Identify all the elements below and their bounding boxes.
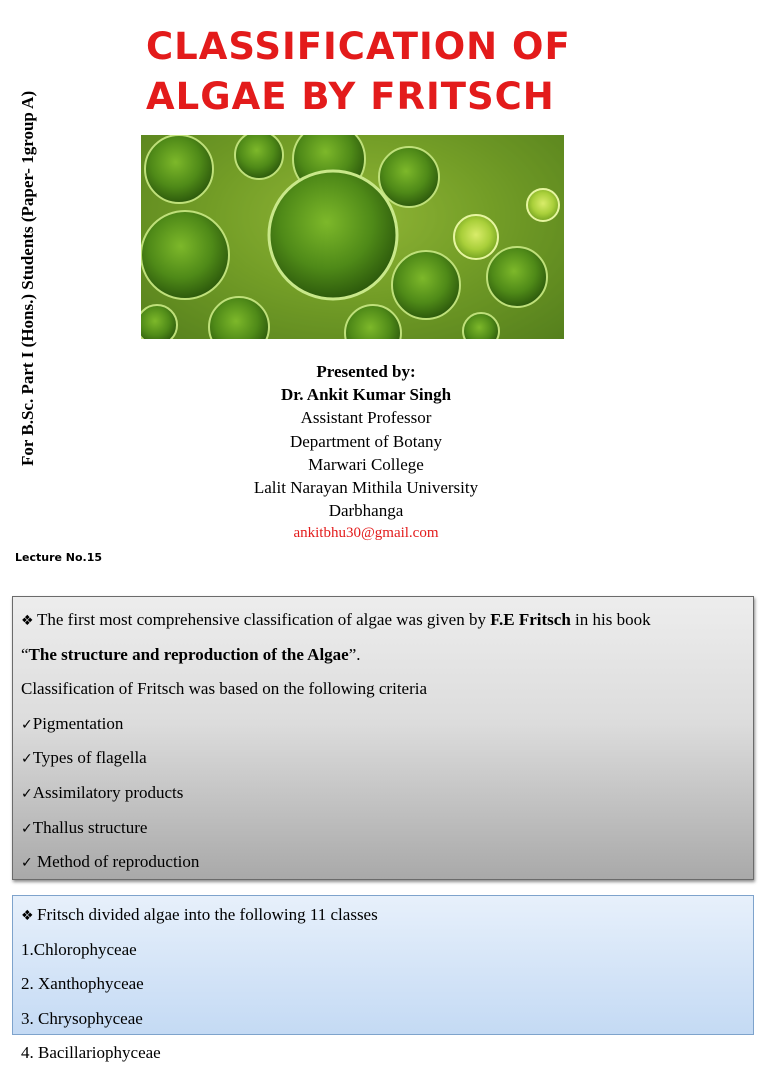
- class-item: 3. Chrysophyceae: [21, 1008, 143, 1028]
- presenter-heading: Presented by:: [316, 362, 416, 381]
- presenter-block: [166, 360, 566, 546]
- criteria-item: [21, 847, 745, 882]
- presenter-college: Marwari College: [308, 454, 424, 474]
- criteria-label: Types of flagella: [32, 748, 147, 768]
- diamond-bullet-icon: ❖: [21, 908, 34, 924]
- criteria-label: Thallus structure: [32, 817, 148, 837]
- classes-box: [12, 895, 754, 1062]
- book-title: The structure and reproduction of the Algae: [28, 644, 349, 664]
- intro-box: [12, 596, 754, 880]
- book-title-line: [21, 640, 745, 675]
- criteria-item: [21, 778, 745, 813]
- presenter-designation: Assistant Professor: [300, 408, 432, 428]
- criteria-label: Assimilatory products: [32, 782, 184, 802]
- page-title: [146, 22, 571, 122]
- criteria-label: Method of reproduction: [32, 852, 200, 872]
- check-mark-icon: ✓: [21, 785, 33, 802]
- check-mark-icon: ✓: [21, 716, 33, 733]
- criteria-item: [21, 813, 745, 848]
- check-mark-icon: ✓: [21, 855, 33, 872]
- check-mark-icon: ✓: [21, 751, 33, 768]
- presenter-university: Lalit Narayan Mithila University: [253, 478, 479, 498]
- side-caption: For B.Sc. Part I (Hons.) Students (Paper- 1group A): [18, 90, 37, 466]
- presenter-email: ankitbhu30@gmail.com: [293, 525, 439, 542]
- lecture-number: Lecture No.15: [15, 551, 103, 564]
- diamond-bullet-icon: ❖: [21, 613, 34, 629]
- author-name: F.E Fritsch: [490, 610, 571, 629]
- intro-line: [21, 605, 745, 640]
- check-mark-icon: ✓: [21, 820, 33, 837]
- presenter-name: Dr. Ankit Kumar Singh: [280, 385, 452, 405]
- criteria-item: [21, 743, 745, 778]
- title-line-2: ALGAE BY FRITSCH: [146, 75, 555, 118]
- criteria-intro: Classification of Fritsch was based on the following criteria: [21, 679, 428, 699]
- criteria-label: Pigmentation: [32, 713, 124, 733]
- presenter-department: Department of Botany: [289, 431, 442, 451]
- class-item: 4. Bacillariophyceae: [21, 1043, 161, 1062]
- book-close-quote: ”.: [348, 644, 361, 664]
- class-item: 2. Xanthophyceae: [21, 974, 144, 993]
- classes-intro-line: [21, 900, 745, 935]
- classes-intro: Fritsch divided algae into the following 11 classes: [37, 905, 378, 924]
- book-open-quote: “: [21, 644, 29, 664]
- class-item: 1.Chlorophyceae: [21, 939, 137, 959]
- intro-text-pre: The first most comprehensive classification of algae was given by: [37, 610, 491, 629]
- title-line-1: CLASSIFICATION OF: [146, 25, 571, 68]
- criteria-item: [21, 709, 745, 744]
- algae-micrograph-image: [141, 135, 564, 339]
- intro-text-post: in his book: [570, 610, 651, 629]
- presenter-city: Darbhanga: [328, 501, 404, 521]
